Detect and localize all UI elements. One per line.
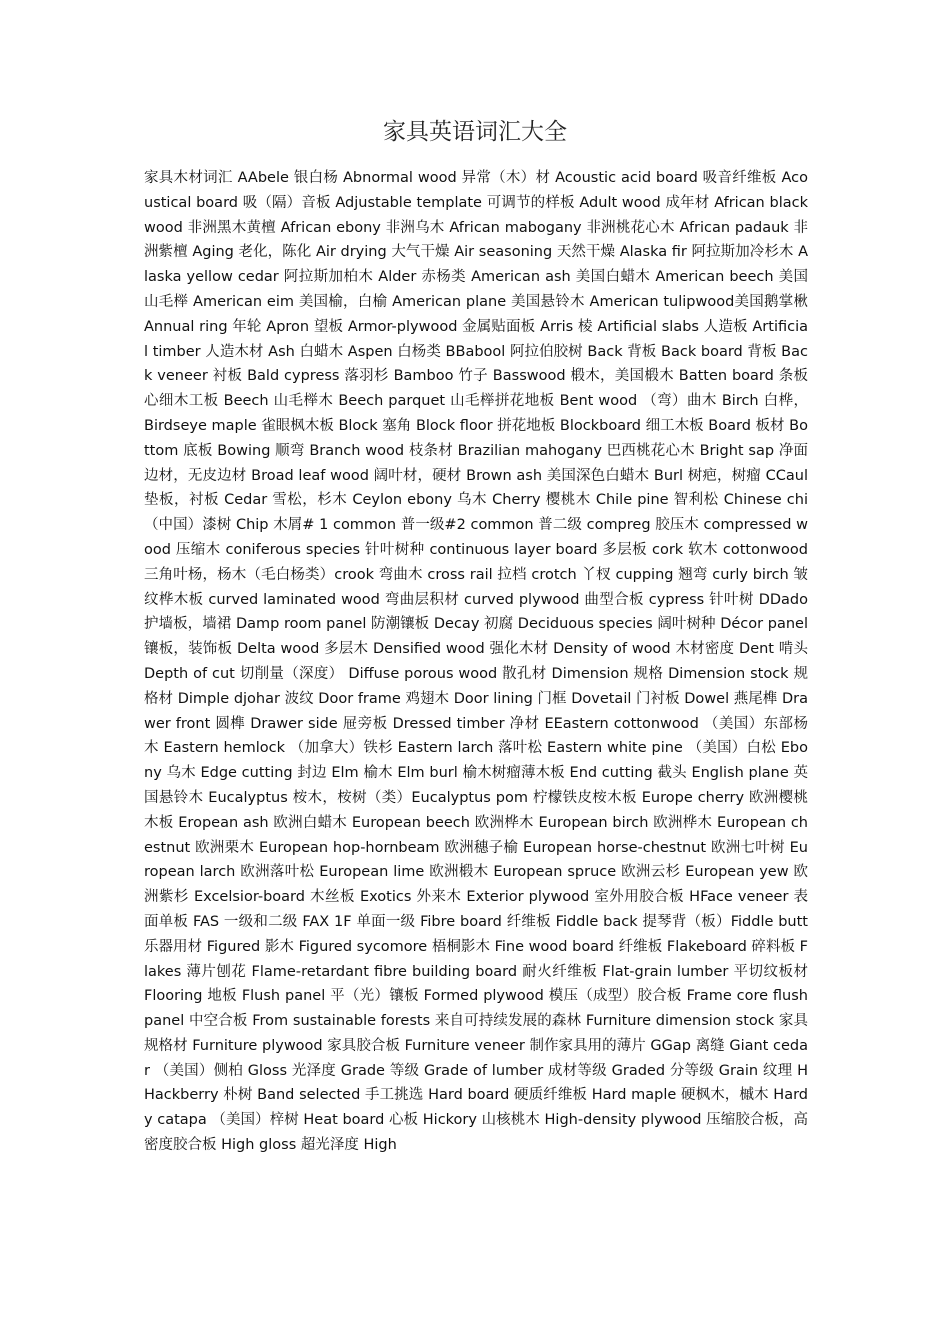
document-body-paragraph: 家具木材词汇 AAbele 银白杨 Abnormal wood 异常（木）材 Acoustic acid board 吸音纤维板 Acoustical board 吸（隔）音板 Adjustable template 可调节的样板 Adult wood 成年材 African blackwood 非洲黑木黄檀 African ebony 非洲乌木 African mabogany 非洲桃花心木 African padauk 非洲紫檀 Aging 老化，陈化 Air drying 大气干燥 Air seasoning 天然干燥 Alaska fir 阿拉斯加冷杉木 Alaska yellow cedar 阿拉斯加柏木 Alder 赤杨类 American ash 美国白蜡木 American beech 美国山毛榉 American eim 美国榆，白榆 American plane 美国悬铃木 American tulipwood美国鹅掌楸 Annual ring 年轮 Apron 望板 Armor-plywood 金属贴面板 Arris 棱 Artificial slabs 人造板 Artificial timber 人造木材 Ash 白蜡木 Aspen 白杨类 BBabool 阿拉伯胶树 Back 背板 Back board 背板 Back veneer 衬板 Bald cypress 落羽杉 Bamboo 竹子 Basswood 椴木，美国椴木 Batten board 条板心细木工板 Beech 山毛榉木 Beech parquet 山毛榉拼花地板 Bent wood （弯）曲木 Birch 白桦， Birdseye maple 雀眼枫木板 Block 塞角 Block floor 拼花地板 Blockboard 细工木板 Board 板材 Bottom 底板 Bowing 顺弯 Branch wood 枝条材 Brazilian mahogany 巴西桃花心木 Bright sap 净面边材，无皮边材 Broad leaf wood 阔叶材，硬材 Brown ash 美国深色白蜡木 Burl 树疤，树瘤 CCaul 垫板，衬板 Cedar 雪松，杉木 Ceylon ebony 乌木 Cherry 樱桃木 Chile pine 智利松 Chinese chi （中国）漆树 Chip 木屑# 1 common 普一级#2 common 普二级 compreg 胶压木 compressed wood 压缩木 coniferous species 针叶树种 continuous layer board 多层板 cork 软木 cottonwood 三角叶杨，杨木（毛白杨类）crook 弯曲木 cross rail 拉档 crotch 丫杈 cupping 翘弯 curly birch 皱纹桦木板 curved laminated wood 弯曲层积材 curved plywood 曲型合板 cypress 针叶树 DDado 护墙板，墙裙 Damp room panel 防潮镶板 Decay 初腐 Deciduous species 阔叶树种 Décor panel 镶板，装饰板 Delta wood 多层木 Densified wood 强化木材 Density of wood 木材密度 Dent 啃头 Depth of cut 切削量（深度） Diffuse porous wood 散孔材 Dimension 规格 Dimension stock 规格材 Dimple djohar 波纹 Door frame 鸡翅木 Door lining 门框 Dovetail 门衬板 Dowel 燕尾榫 Drawer front 圆榫 Drawer side 屉旁板 Dressed timber 净材 EEastern cottonwood （美国）东部杨木 Eastern hemlock （加拿大）铁杉 Eastern larch 落叶松 Eastern white pine （美国）白松 Ebony 乌木 Edge cutting 封边 Elm 榆木 Elm burl 榆木树瘤薄木板 End cutting 截头 English plane 英国悬铃木 Eucalyptus 桉木，桉树（类）Eucalyptus pom 柠檬铁皮桉木板 Europe cherry 欧洲樱桃木板 Eropean ash 欧洲白蜡木 European beech 欧洲桦木 European birch 欧洲桦木 European chestnut 欧洲栗木 European hop-hornbeam 欧洲穗子榆 European horse-chestnut 欧洲七叶树 European larch 欧洲落叶松 European lime 欧洲椴木 European spruce 欧洲云杉 European yew 欧洲紫杉 Excelsior-board 木丝板 Exotics 外来木 Exterior plywood 室外用胶合板 HFace veneer 表面单板 FAS 一级和二级 FAX 1F 单面一级 Fibre board 纤维板 Fiddle back 提琴背（板）Fiddle butt 乐器用材 Figured 影木 Figured sycomore 梧桐影木 Fine wood board 纤维板 Flakeboard 碎料板 Flakes 薄片刨花 Flame-retardant fibre building board 耐火纤维板 Flat-grain lumber 平切纹板材 Flooring 地板 Flush panel 平（光）镶板 Formed plywood 模压（成型）胶合板 Frame core flush panel 中空合板 From sustainable forests 来自可持续发展的森林 Furniture dimension stock 家具规格材 Furniture plywood 家具胶合板 Furniture veneer 制作家具用的薄片 GGap 离缝 Giant cedar （美国）侧柏 Gloss 光泽度 Grade 等级 Grade of lumber 成材等级 Graded 分等级 Grain 纹理 HHackberry 朴树 Band selected 手工挑选 Hard board 硬质纤维板 Hard maple 硬枫木，槭木 Hardy catapa （美国）梓树 Heat board 心板 Hickory 山核桃木 High-density plywood 压缩胶合板，高密度胶合板 High gloss 超光泽度 High <box>144 170 808 1154</box>
document-title: 家具英语词汇大全 <box>383 119 567 145</box>
